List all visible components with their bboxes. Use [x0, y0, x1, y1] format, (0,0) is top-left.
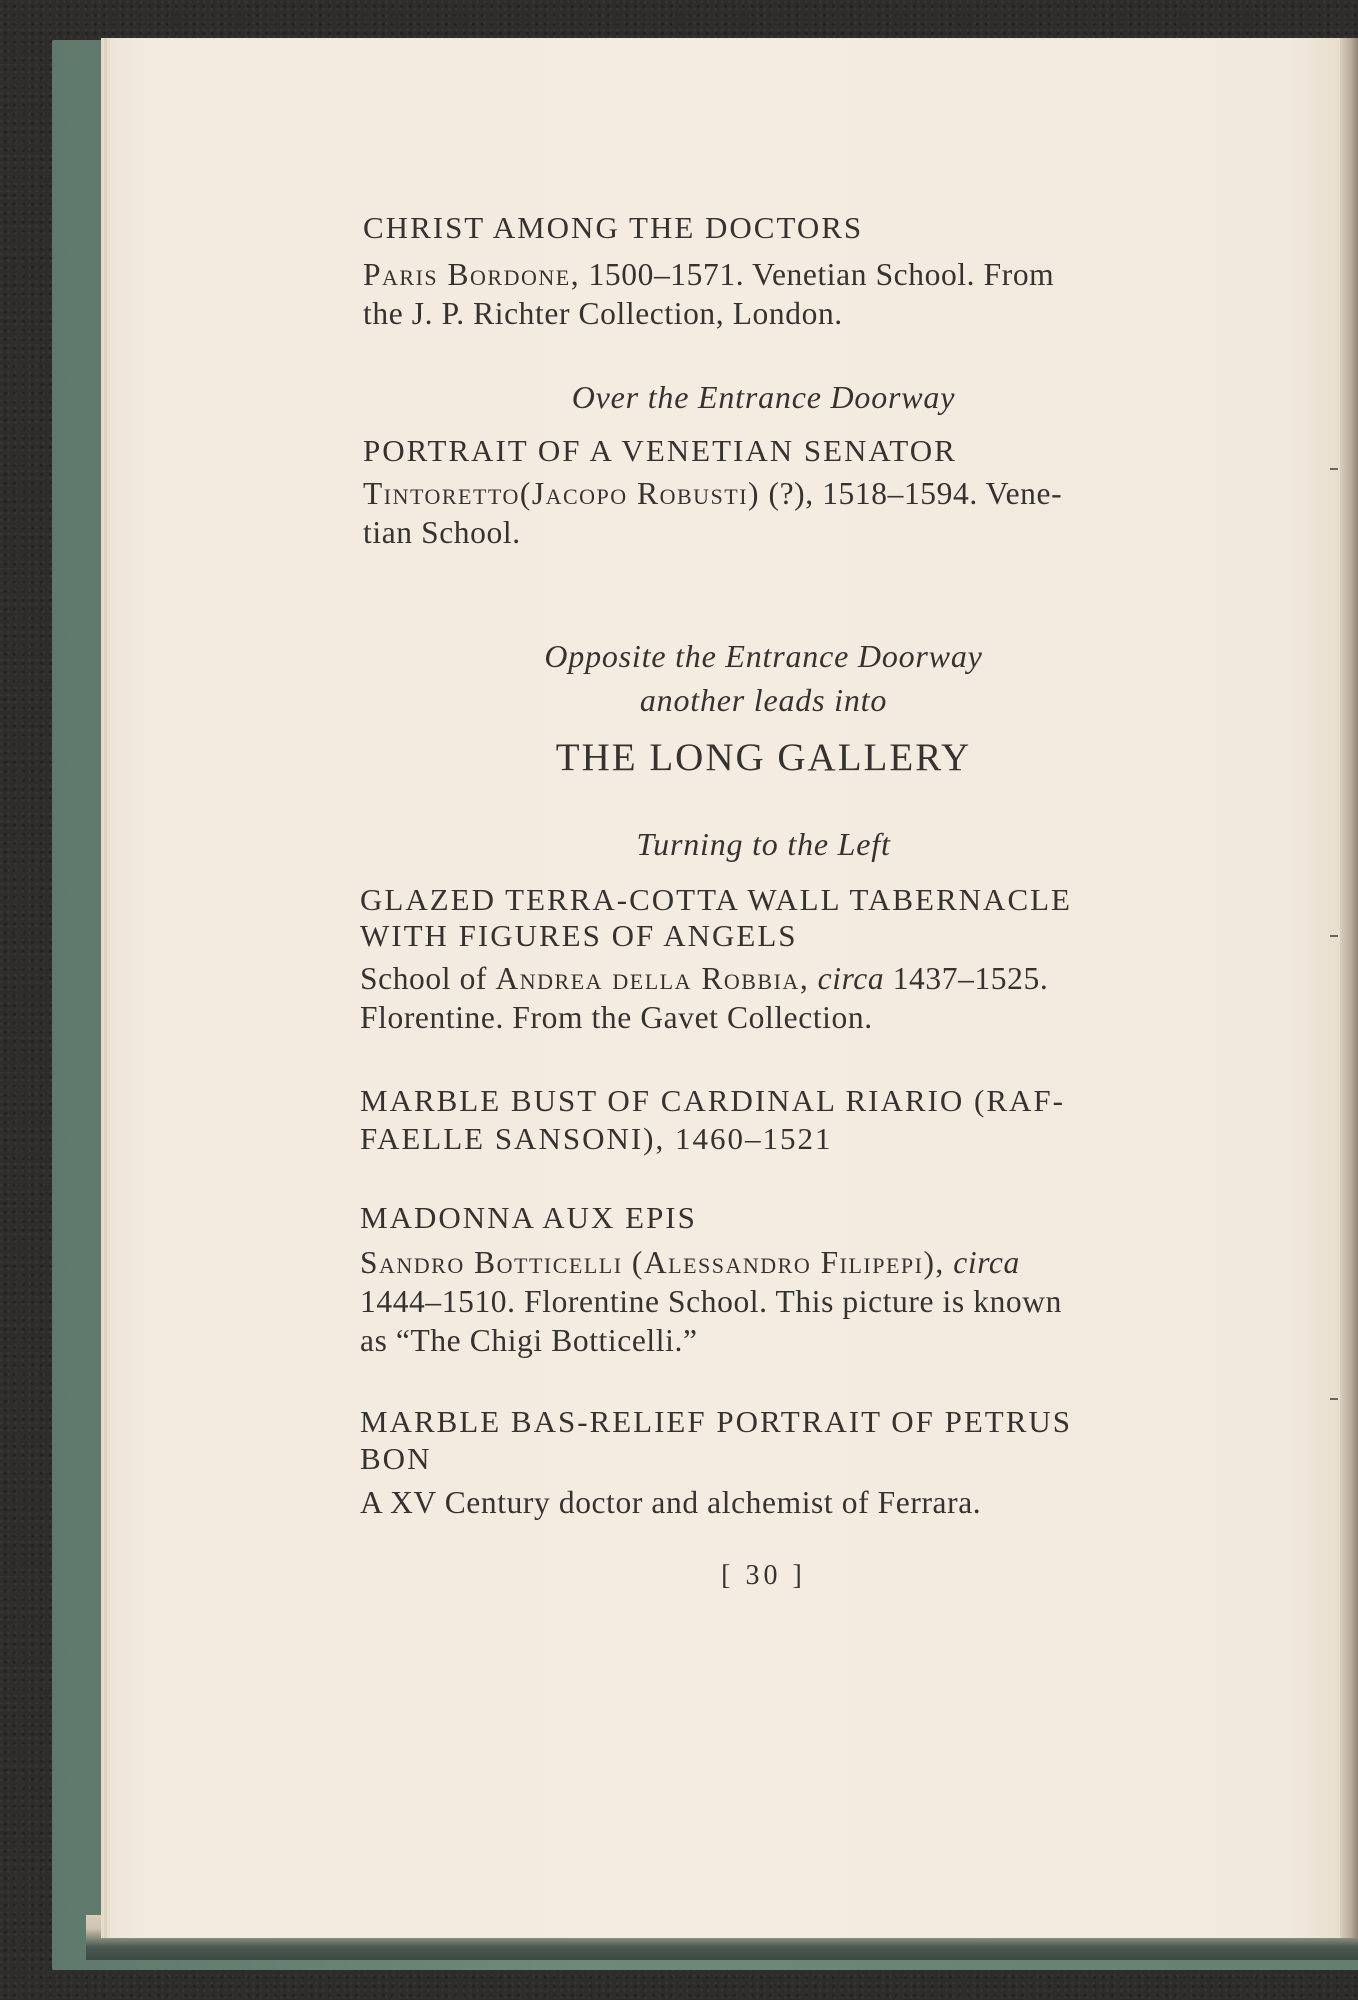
- entry-description-line: the J. P. Richter Collection, London.: [363, 296, 843, 331]
- entry-dates: 1437–1525.: [884, 961, 1049, 996]
- entry-description-line: Florentine. From the Gavet Collection.: [360, 1000, 873, 1035]
- page-gutter: [1340, 38, 1358, 1938]
- section-subheading: Turning to the Left: [636, 826, 891, 862]
- entry-title: PORTRAIT OF A VENETIAN SENATOR: [363, 433, 957, 468]
- entry-description: [363, 476, 1062, 512]
- entry-description-line: as “The Chigi Botticelli.”: [360, 1323, 698, 1358]
- entry-description-text: School of: [360, 961, 496, 996]
- entry-description-text: (?), 1518–1594. Vene-: [760, 476, 1063, 511]
- edge-mark: [1330, 468, 1338, 470]
- entry-description-text: 1500–1571. Venetian School. From: [580, 257, 1055, 292]
- circa-text: circa: [809, 961, 885, 996]
- entry-title: GLAZED TERRA-COTTA WALL TABERNACLE: [360, 882, 1072, 917]
- entry-description-line: 1444–1510. Florentine School. This picture is known: [360, 1284, 1062, 1319]
- artist-name: Paris Bordone,: [363, 257, 581, 292]
- section-heading: Over the Entrance Doorway: [571, 379, 956, 415]
- entry-title: CHRIST AMONG THE DOCTORS: [363, 210, 864, 245]
- entry-description-line: A XV Century doctor and alchemist of Ferrara.: [360, 1485, 982, 1520]
- section-heading: another leads into: [639, 682, 888, 718]
- entry-title: MARBLE BAS-RELIEF PORTRAIT OF PETRUS: [360, 1404, 1073, 1439]
- entry-description: [363, 257, 1054, 293]
- edge-mark: [1330, 935, 1338, 937]
- entry-title: MARBLE BUST OF CARDINAL RIARIO (RAF-: [360, 1083, 1065, 1118]
- artist-name: Tintoretto(Jacopo Robusti): [363, 476, 761, 511]
- entry-title: FAELLE SANSONI), 1460–1521: [360, 1121, 833, 1156]
- section-heading: Opposite the Entrance Doorway: [544, 638, 983, 674]
- artist-name: Andrea della Robbia,: [495, 961, 810, 996]
- artist-name: Sandro Botticelli (Alessandro Filipepi),: [360, 1245, 945, 1280]
- edge-mark: [1330, 1398, 1338, 1400]
- circa-text: circa: [944, 1245, 1020, 1280]
- page-number: [ 30 ]: [721, 1560, 806, 1591]
- gallery-title: THE LONG GALLERY: [555, 736, 972, 779]
- entry-description: [360, 961, 1048, 997]
- entry-description: [360, 1245, 1020, 1281]
- entry-title: WITH FIGURES OF ANGELS: [360, 918, 798, 953]
- entry-title: BON: [360, 1441, 432, 1476]
- entry-description-line: tian School.: [363, 515, 521, 550]
- entry-title: MADONNA AUX EPIS: [360, 1200, 697, 1235]
